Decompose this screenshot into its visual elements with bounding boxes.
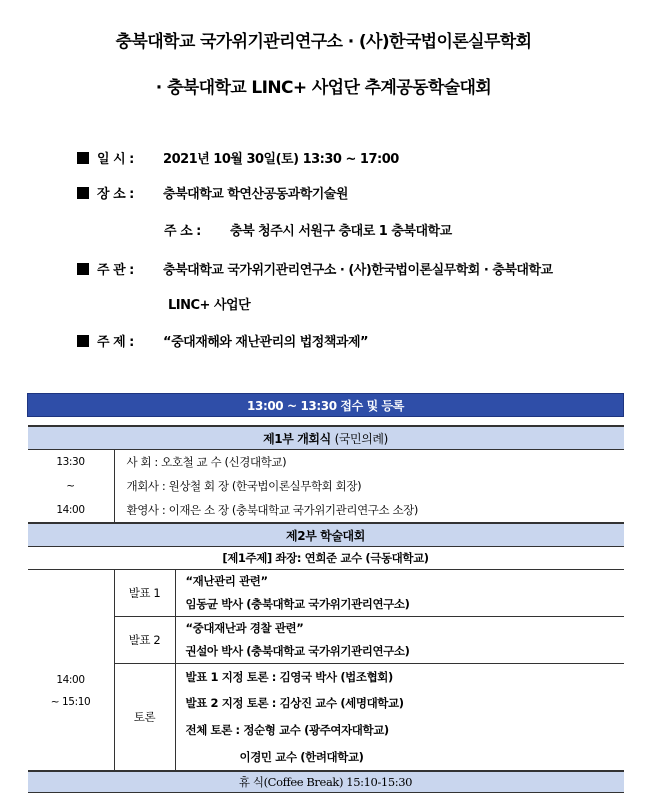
part1-subtitle: (국민의례) <box>334 431 388 446</box>
part1-time-start: 13:30 <box>56 456 85 468</box>
info-date-value: 2021년 10월 30일(토) 13:30 ~ 17:00 <box>163 152 399 167</box>
info-host-value-2: LINC+ 사업단 <box>168 298 251 313</box>
part2-time <box>28 570 115 772</box>
info-date-label: 일 시 : <box>97 152 134 167</box>
square-bullet-icon <box>77 263 89 275</box>
part1-time-end: 14:00 <box>28 498 115 523</box>
part2-time-start: 14:00 <box>56 674 85 686</box>
pres2-title: “중대재난과 경찰 관련” <box>185 621 304 635</box>
part2-header: 제2부 학술대회 <box>28 523 624 547</box>
part1-header <box>28 426 624 450</box>
info-place-value: 충북대학교 학연산공동과학기술원 <box>163 187 348 202</box>
info-date <box>77 148 399 167</box>
part1-title: 제1부 개회식 <box>263 431 331 446</box>
schedule-table <box>27 393 624 793</box>
coffee-break-band: 휴 식(Coffee Break) 15:10-15:30 <box>28 771 624 793</box>
info-theme-label: 주 제 : <box>97 335 134 350</box>
info-host-value: 충북대학교 국가위기관리연구소 · (사)한국법이론실무학회 · 충북대학교 <box>163 263 553 278</box>
square-bullet-icon <box>77 335 89 347</box>
info-address <box>164 220 452 239</box>
pres2-label: 발표 2 <box>114 617 175 664</box>
pres1-label: 발표 1 <box>114 570 175 617</box>
info-host-cont <box>168 294 250 313</box>
discussion-item: 이경민 교수 (한려대학교) <box>175 743 624 771</box>
pres2-speaker: 권설아 박사 (충북대학교 국가위기관리연구소) <box>175 639 624 664</box>
discussion-item: 발표 2 지정 토론 : 김상진 교수 (세명대학교) <box>185 695 404 710</box>
part2-time-end: ~ 15:10 <box>50 696 91 708</box>
square-bullet-icon <box>77 187 89 199</box>
pres1-title: “재난관리 관련” <box>185 574 268 588</box>
part1-item: 환영사 : 이재은 소 장 (충북대학교 국가위기관리연구소 소장) <box>114 498 624 523</box>
title-line-1: 충북대학교 국가위기관리연구소 · (사)한국법이론실무학회 <box>115 32 532 52</box>
part1-item: 사 회 : 오호철 교 수 (신경대학교) <box>114 450 624 475</box>
info-place <box>77 183 348 202</box>
title-line-2: · 충북대학교 LINC+ 사업단 추계공동학술대회 <box>155 78 492 98</box>
topic1-header: [제1주제] 좌장: 연희준 교수 (극동대학교) <box>28 547 624 570</box>
square-bullet-icon <box>77 152 89 164</box>
info-theme-value: “중대재해와 재난관리의 법정책과제” <box>163 335 369 350</box>
discussion-label: 토론 <box>114 664 175 772</box>
info-host <box>77 259 553 278</box>
info-place-label: 장 소 : <box>97 187 134 202</box>
discussion-item: 전체 토론 : 정순형 교수 (광주여자대학교) <box>185 722 389 737</box>
discussion-item: 발표 1 지정 토론 : 김영국 박사 (법조협회) <box>185 669 393 684</box>
info-host-label: 주 관 : <box>97 263 134 278</box>
registration-band: 13:00 ~ 13:30 접수 및 등록 <box>28 394 624 417</box>
part1-time-tilde: ~ <box>66 480 75 492</box>
info-theme <box>77 331 368 350</box>
part1-item: 개회사 : 원상철 회 장 (한국법이론실무학회 회장) <box>114 474 624 498</box>
info-address-value: 충북 청주시 서원구 충대로 1 충북대학교 <box>230 224 452 239</box>
pres1-speaker: 임동균 박사 (충북대학교 국가위기관리연구소) <box>175 592 624 617</box>
info-address-label: 주 소 : <box>164 224 201 239</box>
